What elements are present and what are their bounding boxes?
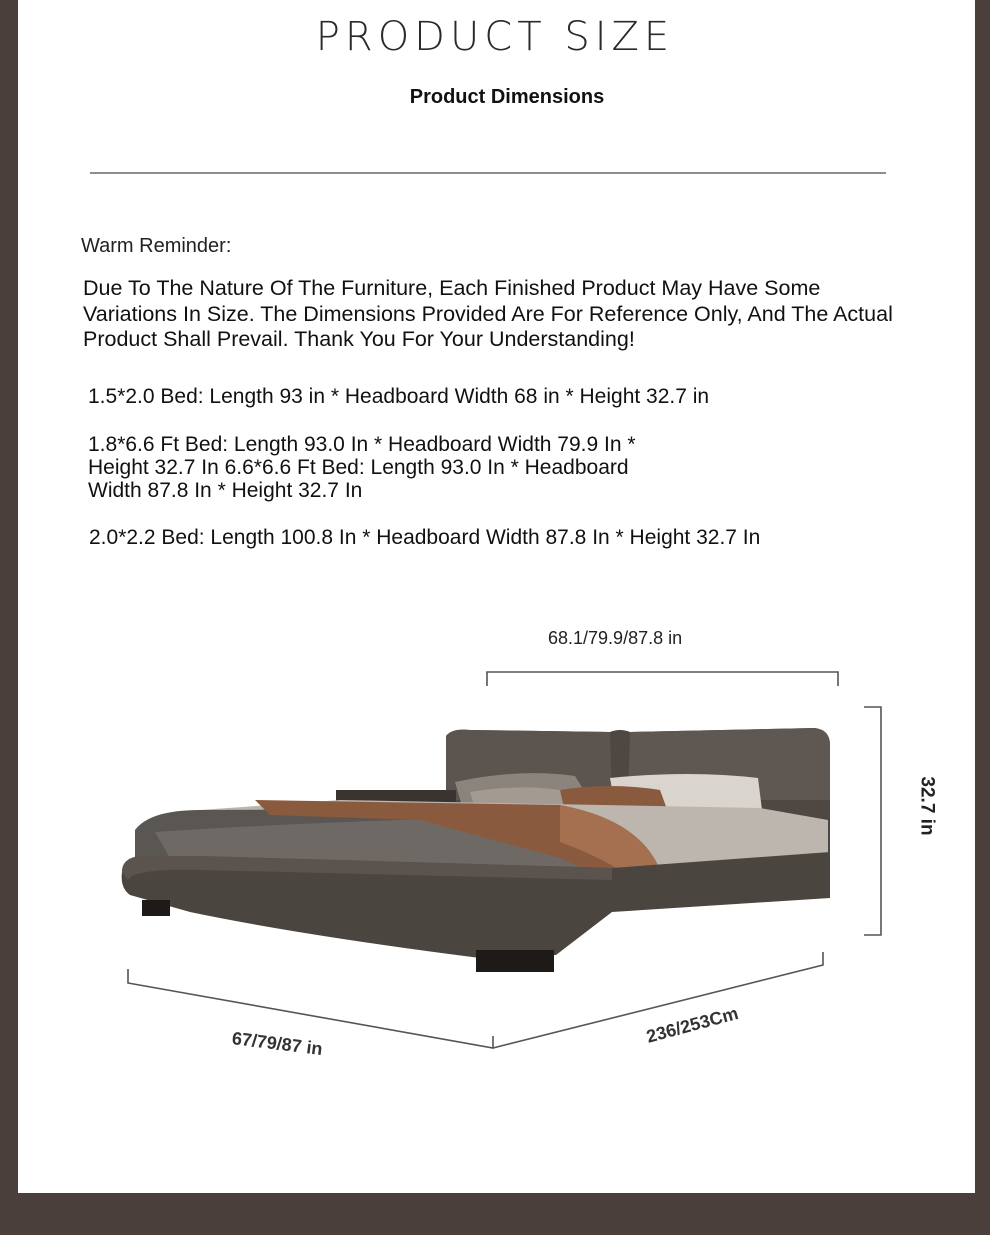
page-title: PRODUCT SIZE: [315, 14, 675, 60]
spec-line-1: 1.5*2.0 Bed: Length 93 in * Headboard Width 68 in * Height 32.7 in: [88, 385, 710, 408]
reminder-text: Due To The Nature Of The Furniture, Each Finished Product May Have Some Variations In Size. The Dimensions Provided Are For Reference Only, And The Actual Product Shall Prevail. Thank You For Your Understanding!: [83, 276, 893, 351]
bed-image: [122, 728, 830, 972]
width-label: 67/79/87 in: [230, 1028, 324, 1060]
spec-line-2: 1.8*6.6 Ft Bed: Length 93.0 In * Headboard Width 79.9 In * Height 32.7 In 6.6*6.6 Ft Bed: Length 93.0 In * Headboard Width 87.8 In * Height 32.7 In: [88, 433, 636, 502]
length-label: 236/253Cm: [644, 1003, 741, 1047]
reminder-label: Warm Reminder:: [81, 235, 232, 257]
page-subtitle: Product Dimensions: [409, 86, 605, 108]
height-label: 32.7 in: [916, 776, 938, 836]
spec-line-3: 2.0*2.2 Bed: Length 100.8 In * Headboard Width 87.8 In * Height 32.7 In: [89, 526, 761, 549]
width-line: [128, 969, 493, 1048]
headboard-width-line: [487, 672, 838, 686]
height-line: [864, 707, 881, 935]
headboard-width-label: 68.1/79.9/87.8 in: [548, 628, 683, 648]
